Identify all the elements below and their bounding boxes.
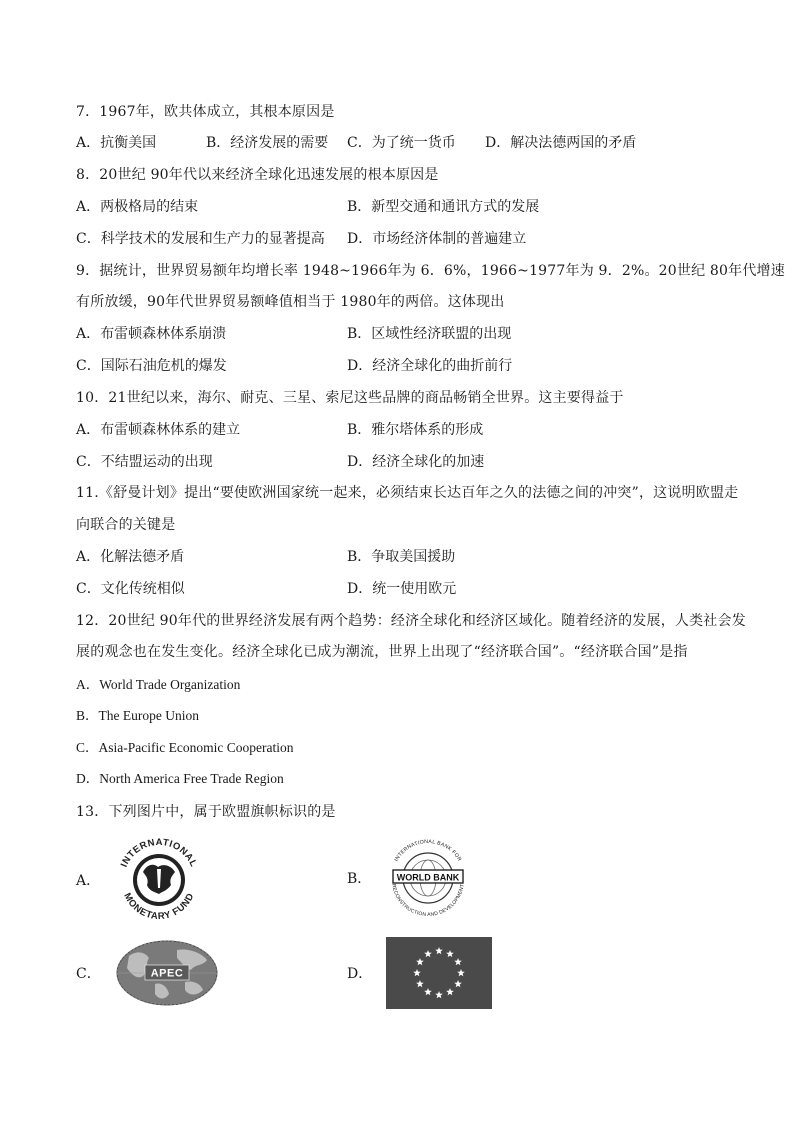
q12-stem-line2: 展的观念也在发生变化。经济全球化已成为潮流，世界上出现了“经济联合国”。“经济联合国”是指 (76, 644, 688, 660)
q13-option-c[interactable] (76, 938, 219, 1008)
q13-option-d[interactable] (347, 937, 492, 1009)
q12-stem-line1: 12．20世纪 90年代的世界经济发展有两个趋势：经济全球化和经济区域化。随着经济的发展，人类社会发 (76, 613, 746, 629)
q12-option-d[interactable]: D．North America Free Trade Region (76, 771, 284, 786)
q13-stem: 13．下列图片中，属于欧盟旗帜标识的是 (76, 804, 336, 820)
imf-logo-icon (114, 836, 204, 924)
svg-text:RECONSTRUCTION AND DEVELOPMENT (391, 884, 467, 918)
q10-option-c[interactable]: C．不结盟运动的出现 (76, 454, 213, 470)
q11-option-a[interactable]: A．化解法德矛盾 (76, 549, 185, 565)
q11-option-b[interactable]: B．争取美国援助 (347, 549, 456, 565)
q10-option-d[interactable]: D．经济全球化的加速 (347, 454, 485, 470)
q7-option-d[interactable]: D．解决法德两国的矛盾 (485, 135, 637, 151)
imf-top-text: INTERNATIONAL (118, 837, 200, 870)
q11-option-d[interactable]: D．统一使用欧元 (347, 581, 457, 597)
q7-option-b[interactable]: B．经济发展的需要 (206, 135, 329, 151)
q9-stem-line2: 有所放缓，90年代世界贸易额峰值相当于 1980年的两倍。这体现出 (76, 294, 505, 310)
q12-option-c[interactable]: C．Asia-Pacific Economic Cooperation (76, 740, 294, 755)
q8-option-c[interactable]: C．科学技术的发展和生产力的显著提高 (76, 231, 325, 247)
q13-option-b-label: B． (347, 871, 372, 887)
q9-stem-line1: 9．据统计，世界贸易额年均增长率 1948~1966年为 6．6%，1966~1977年为 9．2%。20世纪 80年代增速 (76, 263, 785, 279)
q10-stem: 10．21世纪以来，海尔、耐克、三星、索尼这些品牌的商品畅销全世界。这主要得益于 (76, 390, 624, 406)
svg-text:INTERNATIONAL BANK FOR (394, 839, 463, 863)
q10-option-a[interactable]: A．布雷顿森林体系的建立 (76, 422, 241, 438)
q12-option-b[interactable]: B．The Europe Union (76, 708, 199, 723)
q10-option-b[interactable]: B．雅尔塔体系的形成 (347, 422, 484, 438)
world-bank-logo-icon (385, 836, 471, 920)
imf-bottom-text: MONETARY FUND (121, 891, 197, 923)
eu-flag-icon (386, 937, 492, 1009)
q12-option-a[interactable]: A．World Trade Organization (76, 677, 241, 692)
q11-stem-line2: 向联合的关键是 (76, 517, 176, 533)
apec-logo-icon (115, 938, 219, 1008)
q13-option-b[interactable] (347, 836, 471, 920)
q8-option-b[interactable]: B．新型交通和通讯方式的发展 (347, 199, 540, 215)
q7-option-c[interactable]: C．为了统一货币 (347, 135, 456, 151)
q13-option-c-label: C． (76, 966, 101, 982)
q7-stem: 7．1967年，欧共体成立，其根本原因是 (76, 104, 335, 120)
q9-option-d[interactable]: D．经济全球化的曲折前行 (347, 358, 513, 374)
world-bank-bottom-text: RECONSTRUCTION AND DEVELOPMENT (390, 883, 467, 919)
q13-option-a-label: A． (76, 873, 101, 889)
q13-option-a[interactable] (76, 836, 204, 924)
world-bank-top-text: INTERNATIONAL BANK FOR (393, 838, 463, 863)
q9-option-a[interactable]: A．布雷顿森林体系崩溃 (76, 326, 227, 342)
q9-option-b[interactable]: B．区域性经济联盟的出现 (347, 326, 512, 342)
world-bank-name-text: WORLD BANK (397, 872, 460, 883)
apec-text: APEC (150, 967, 183, 980)
q7-option-a[interactable]: A．抗衡美国 (76, 135, 157, 151)
q11-option-c[interactable]: C．文化传统相似 (76, 581, 185, 597)
q8-option-d[interactable]: D．市场经济体制的普遍建立 (347, 231, 527, 247)
q8-stem: 8．20世纪 90年代以来经济全球化迅速发展的根本原因是 (76, 167, 439, 183)
q13-option-d-label: D． (347, 966, 373, 982)
q8-option-a[interactable]: A．两极格局的结束 (76, 199, 199, 215)
q9-option-c[interactable]: C．国际石油危机的爆发 (76, 358, 227, 374)
q11-stem-line1: 11.《舒曼计划》提出“要使欧洲国家统一起来，必须结束长达百年之久的法德之间的冲突”，这说明欧盟走 (76, 485, 739, 501)
